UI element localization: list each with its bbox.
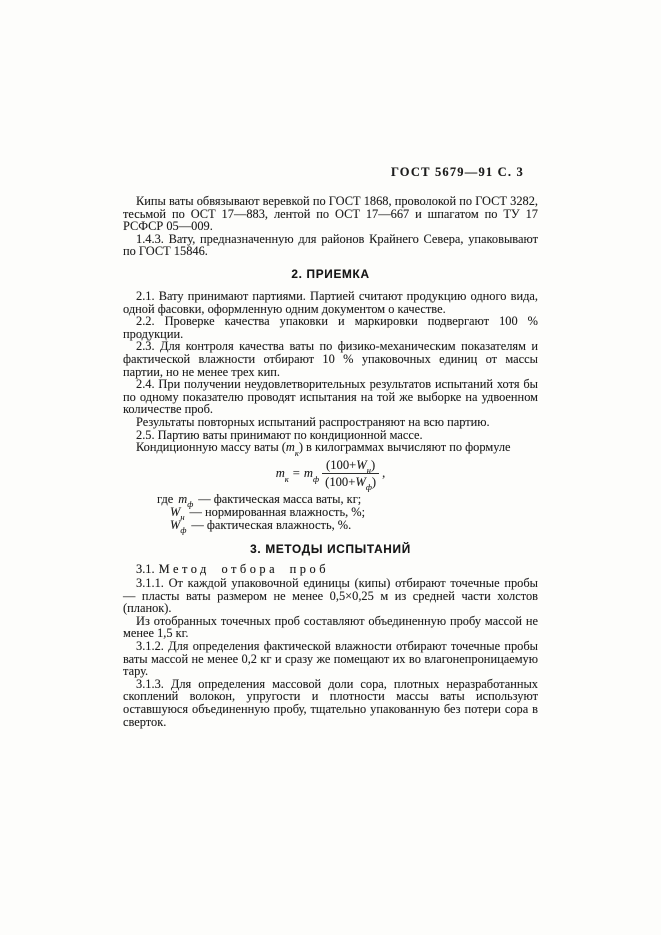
formula-lhs-sub: к (284, 473, 289, 484)
num-open: (100+ (326, 457, 357, 472)
den-sub: ф (365, 482, 372, 493)
formula-rhs-var: m (303, 466, 313, 481)
den-close: ) (371, 474, 377, 489)
paragraph-2-4: 2.4. При получении неудовлетворительных результатов испытаний хотя бы по одному показателю проводят испытания на той же выборке на удвоенном количестве проб. (123, 377, 538, 417)
paragraph-2-1: 2.1. Вату принимают партиями. Партией считают продукцию одного вида, одной фасовки, оформленную одним документом о качестве. (123, 288, 538, 316)
legend-sub: ф (180, 524, 187, 535)
legend-desc: — фактическая влажность, %. (191, 517, 352, 532)
paragraph-3-1-2: 3.1.2. Для определения фактической влажности отбирают точечные пробы ваты массой не менее 0,2 кг и сразу же помещают их во влагонепроницаемую тару. (123, 638, 538, 679)
formula-lhs (275, 466, 289, 484)
formula-comma: , (382, 466, 386, 481)
text-column (123, 0, 538, 728)
num-close: ) (370, 457, 376, 472)
subsection-number: 3.1. (136, 562, 155, 577)
formula-rhs-coef (303, 466, 320, 484)
formula-intro-before: Кондиционную массу ваты ( (136, 440, 286, 455)
num-var: W (356, 457, 367, 472)
legend-row (123, 517, 538, 535)
equals-sign: = (292, 466, 300, 481)
subsection-title: Метод отбора проб (158, 562, 330, 577)
paragraph-3-1-1-note: Из отобранных точечных проб составляют объединенную пробу массой не менее 1,5 кг. (123, 613, 538, 641)
legend-prefix: где (157, 491, 174, 506)
paragraph-2-4-note: Результаты повторных испытаний распространяют на всю партию. (136, 414, 490, 429)
fraction-denominator (322, 474, 379, 493)
legend-var: W (170, 517, 181, 532)
paragraph-2-5: 2.5. Партию ваты принимают по кондиционной массе. (136, 427, 423, 442)
paragraph-2-2: 2.2. Проверке качества упаковки и маркировки подвергают 100 % продукции. (123, 314, 538, 341)
legend-row (123, 491, 538, 510)
section-2-heading: 2. ПРИЕМКА (291, 266, 370, 281)
formula-legend (123, 491, 538, 535)
formula-intro-after: ) в килограммах вычисляют по формуле (298, 440, 511, 455)
legend-row (123, 504, 538, 523)
formula-intro-var: m (285, 440, 295, 455)
fraction (322, 457, 379, 493)
legend-var: m (178, 491, 188, 506)
intro-paragraph: Кипы ваты обвязывают веревкой по ГОСТ 1868, проволокой по ГОСТ 3282, тесьмой по ОСТ 17—883, лентой по ОСТ 17—667 и шпагатом по ТУ 17 РСФСР 05—009. (123, 194, 538, 234)
paragraph-2-3: 2.3. Для контроля качества ваты по физико-механическим показателям и фактической влажности отбирают 10 % упаковочных единиц от массы партии, но не менее трех кип. (123, 339, 538, 379)
formula-intro-sub: к (294, 447, 299, 458)
num-sub: н (366, 465, 371, 476)
fraction-numerator (322, 459, 379, 474)
intro-paragraph: 1.4.3. Вату, предназначенную для районов Крайнего Севера, упаковывают по ГОСТ 15846. (123, 231, 538, 259)
legend-desc: — фактическая масса ваты, кг; (198, 491, 362, 506)
paragraph-3-1-3: 3.1.3. Для определения массовой доли сора, плотных неразработанных скоплений волокон, упругости и плотности массы ваты используют оставшуюся объединенную пробу, тщательно упакованную без потери сора в сверток. (123, 676, 538, 729)
page-header: ГОСТ 5679—91 С. 3 (390, 165, 524, 179)
formula-intro-paragraph (123, 440, 538, 458)
formula-lhs-var: m (275, 466, 285, 481)
legend-term (178, 491, 194, 510)
paragraph-3-1-1: 3.1.1. От каждой упаковочной единицы (кипы) отбирают точечные пробы — пласты ваты размером не менее 0,5×0,25 м из средней части холстов (планок). (123, 576, 538, 616)
den-var: W (355, 474, 366, 489)
den-open: (100+ (325, 474, 356, 489)
legend-desc: — нормированная влажность, %; (189, 504, 366, 519)
legend-sub: н (180, 512, 185, 523)
legend-var: W (170, 504, 181, 519)
subsection-3-1-heading (123, 563, 538, 576)
section-3-heading: 3. МЕТОДЫ ИСПЫТАНИЙ (250, 542, 411, 557)
formula-rhs-sub: ф (313, 473, 320, 484)
legend-sub: ф (187, 499, 194, 510)
formula (123, 457, 538, 493)
